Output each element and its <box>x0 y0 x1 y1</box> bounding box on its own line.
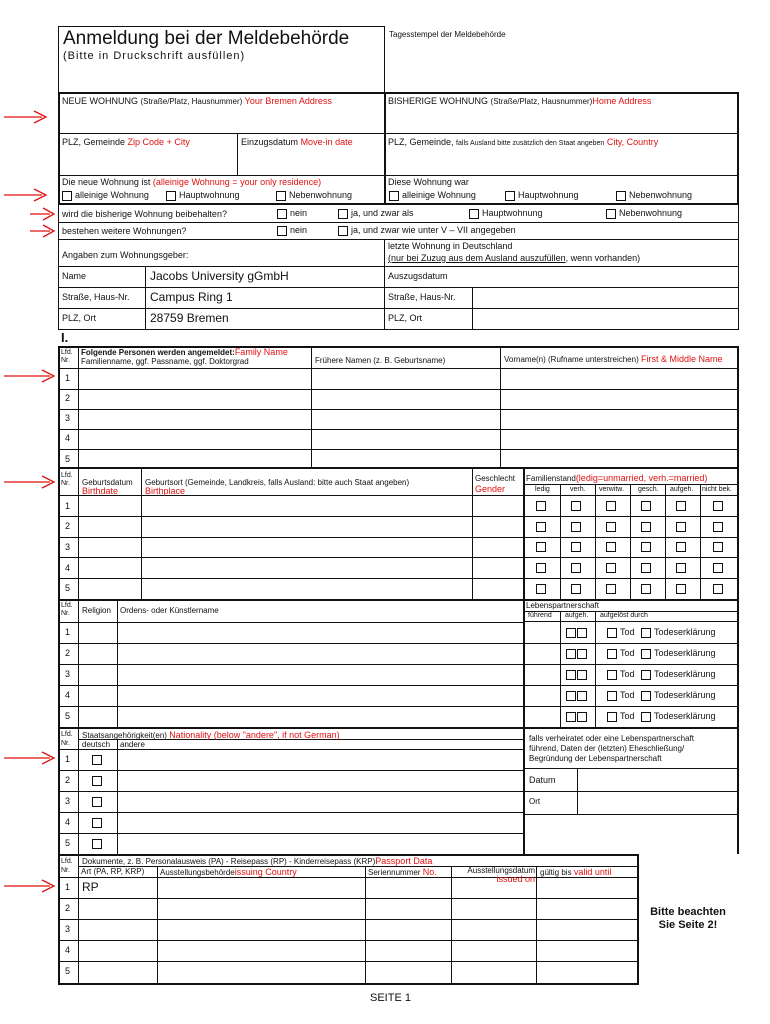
checkbox[interactable] <box>166 191 176 201</box>
marital-status-header: Familienstand(ledig=unmarried, verh.=married) <box>526 473 708 483</box>
death-declaration-checkbox[interactable] <box>641 670 651 680</box>
new-apartment-type-label: Die neue Wohnung ist (alleinige Wohnung = your only residence) <box>62 177 322 187</box>
row-number: 5 <box>65 454 71 464</box>
serial-number-header: Seriennummer No. <box>368 867 437 877</box>
marital-status-checkbox[interactable] <box>676 584 686 594</box>
row-number: 2 <box>65 521 71 531</box>
row-number: 4 <box>65 433 71 443</box>
page-title: Anmeldung bei der Meldebehörde <box>63 28 350 49</box>
option-label: Hauptwohnung <box>518 190 579 200</box>
row-number: 5 <box>65 583 71 593</box>
partnership-checkbox[interactable] <box>577 691 587 701</box>
row-number: 2 <box>65 393 71 403</box>
death-declaration-label: Todeserklärung <box>654 669 716 679</box>
arrow-icon <box>30 224 58 238</box>
apartment-box <box>58 92 739 205</box>
death-label: Tod <box>620 711 635 721</box>
marital-status-checkbox[interactable] <box>641 501 651 511</box>
german-header: deutsch <box>82 740 111 749</box>
marriage-date-label: Datum <box>529 775 556 785</box>
checkbox[interactable] <box>92 755 102 765</box>
new-plz-label: PLZ, Gemeinde Zip Code + City <box>62 137 190 147</box>
landlord-name-value: Jacobs University gGmbH <box>150 269 289 283</box>
nationality-header: Staatsangehörigkeit(en) Nationality (below "andere", if not German) <box>82 730 340 740</box>
death-checkbox[interactable] <box>607 649 617 659</box>
death-declaration-checkbox[interactable] <box>641 649 651 659</box>
doc-type-value: RP <box>82 880 99 894</box>
marital-status-checkbox[interactable] <box>641 584 651 594</box>
col-nr-header: Lfd. Nr. <box>61 349 73 364</box>
marital-status-checkbox[interactable] <box>676 522 686 532</box>
checkbox[interactable] <box>277 226 287 236</box>
marital-status-checkbox[interactable] <box>676 542 686 552</box>
death-checkbox[interactable] <box>607 712 617 722</box>
option-label: Nebenwohnung <box>289 190 353 200</box>
col-nr-header: Lfd. Nr. <box>61 858 73 874</box>
partnership-checkbox[interactable] <box>577 628 587 638</box>
ms-label: verwitw. <box>599 486 624 493</box>
checkbox[interactable] <box>389 191 399 201</box>
ms-label: nicht bek. <box>702 486 732 493</box>
marital-status-checkbox[interactable] <box>606 584 616 594</box>
page-number: SEITE 1 <box>370 992 411 1004</box>
marital-status-checkbox[interactable] <box>571 501 581 511</box>
marital-status-checkbox[interactable] <box>606 522 616 532</box>
marital-status-checkbox[interactable] <box>571 584 581 594</box>
birthplace-header: Geburtsort (Gemeinde, Landkreis, falls Ausland: bitte auch Staat angeben) Birthplace <box>145 478 410 496</box>
checkbox[interactable] <box>616 191 626 201</box>
death-declaration-label: Todeserklärung <box>654 648 716 658</box>
death-label: Tod <box>620 669 635 679</box>
question-keep-apartment: wird die bisherige Wohnung beibehalten? <box>62 209 227 219</box>
death-checkbox[interactable] <box>607 691 617 701</box>
death-label: Tod <box>620 690 635 700</box>
marital-status-checkbox[interactable] <box>641 542 651 552</box>
row-number: 5 <box>65 966 71 976</box>
ms-label: verh. <box>570 486 586 493</box>
partnership-checkbox[interactable] <box>577 649 587 659</box>
pseudonym-header: Ordens- oder Künstlername <box>120 606 219 615</box>
checkbox[interactable] <box>469 209 479 219</box>
option-label: nein <box>290 208 308 218</box>
landlord-city-label: PLZ, Ort <box>62 313 97 323</box>
death-declaration-label: Todeserklärung <box>654 711 716 721</box>
partnership-checkbox[interactable] <box>566 628 576 638</box>
death-checkbox[interactable] <box>607 670 617 680</box>
partnership-checkbox[interactable] <box>566 691 576 701</box>
lp-label: aufgeh. <box>565 612 589 619</box>
death-declaration-label: Todeserklärung <box>654 627 716 637</box>
gender-header: Geschlecht Gender <box>475 474 516 494</box>
row-number: 1 <box>65 882 71 892</box>
previous-apartment-type-label: Diese Wohnung war <box>388 177 469 187</box>
partnership-checkbox[interactable] <box>577 712 587 722</box>
arrow-icon <box>4 879 58 893</box>
landlord-label: Angaben zum Wohnungsgeber: <box>62 250 189 260</box>
lp-label: aufgelöst durch <box>600 612 648 619</box>
note-text: Bitte beachten Sie Seite 2! <box>650 906 726 931</box>
death-declaration-checkbox[interactable] <box>641 691 651 701</box>
row-number: 3 <box>65 542 71 552</box>
landlord-street-value: Campus Ring 1 <box>150 290 233 304</box>
arrow-icon <box>30 207 58 221</box>
marital-status-checkbox[interactable] <box>713 584 723 594</box>
first-name-header: Vorname(n) (Rufname unterstreichen) First & Middle Name <box>504 354 723 364</box>
checkbox[interactable] <box>505 191 515 201</box>
row-number: 3 <box>65 669 71 679</box>
birthdate-header: Geburtsdatum Birthdate <box>82 478 133 496</box>
marriage-info: falls verheiratet oder eine Lebenspartnerschaft führend, Daten der (letzten) Eheschließung/ Begründung der Lebenspartnerschaft <box>529 734 694 763</box>
marriage-place-label: Ort <box>529 797 541 806</box>
death-declaration-checkbox[interactable] <box>641 628 651 638</box>
lp-label: führend <box>528 612 552 619</box>
option-label: Nebenwohnung <box>619 208 683 218</box>
row-number: 2 <box>65 775 71 785</box>
option-label: ja, und zwar wie unter V – VII angegeben <box>351 225 516 235</box>
last-city-label: PLZ, Ort <box>388 313 423 323</box>
checkbox[interactable] <box>338 226 348 236</box>
option-label: Hauptwohnung <box>179 190 240 200</box>
family-name-header: Folgende Personen werden angemeldet:Family Name Familienname, ggf. Passname, ggf. Doktorgrad <box>81 347 288 366</box>
former-names-header: Frühere Namen (z. B. Geburtsname) <box>315 356 446 365</box>
death-declaration-label: Todeserklärung <box>654 690 716 700</box>
row-number: 1 <box>65 627 71 637</box>
row-number: 3 <box>65 796 71 806</box>
option-label: Hauptwohnung <box>482 208 543 218</box>
question-other-apartments: bestehen weitere Wohnungen? <box>62 226 187 236</box>
marital-status-checkbox[interactable] <box>536 522 546 532</box>
checkbox[interactable] <box>62 191 72 201</box>
partnership-checkbox[interactable] <box>566 712 576 722</box>
checkbox[interactable] <box>277 209 287 219</box>
col-nr-header: Lfd. Nr. <box>61 731 73 747</box>
row-number: 2 <box>65 648 71 658</box>
last-street-label: Straße, Haus-Nr. <box>388 292 456 302</box>
marital-status-checkbox[interactable] <box>676 563 686 573</box>
row-number: 4 <box>65 690 71 700</box>
checkbox[interactable] <box>276 191 286 201</box>
marital-status-checkbox[interactable] <box>641 522 651 532</box>
religion-header: Religion <box>82 606 111 615</box>
option-label: Nebenwohnung <box>629 190 693 200</box>
marital-status-checkbox[interactable] <box>713 563 723 573</box>
arrow-icon <box>4 751 58 765</box>
checkbox[interactable] <box>92 776 102 786</box>
partnership-checkbox[interactable] <box>566 670 576 680</box>
previous-apartment-label: BISHERIGE WOHNUNG (Straße/Platz, Hausnummer)Home Address <box>388 96 652 106</box>
col-nr-header: Lfd. Nr. <box>61 472 73 487</box>
option-label: alleinige Wohnung <box>75 190 149 200</box>
valid-until-header: gültig bis valid until <box>540 867 612 877</box>
previous-plz-label: PLZ, Gemeinde, falls Ausland bitte zusätzlich den Staat angeben City, Country <box>388 137 659 147</box>
row-number: 1 <box>65 373 71 383</box>
partnership-checkbox[interactable] <box>577 670 587 680</box>
other-header: andere <box>120 740 145 749</box>
last-address-label: letzte Wohnung in Deutschland <box>388 241 513 251</box>
death-label: Tod <box>620 627 635 637</box>
doc-type-header: Art (PA, RP, KRP) <box>81 867 145 876</box>
marital-status-checkbox[interactable] <box>571 522 581 532</box>
landlord-street-label: Straße, Haus-Nr. <box>62 292 130 302</box>
death-declaration-checkbox[interactable] <box>641 712 651 722</box>
marital-status-checkbox[interactable] <box>606 501 616 511</box>
new-apartment-label: NEUE WOHNUNG (Straße/Platz, Hausnummer) Your Bremen Address <box>62 96 332 106</box>
moveout-label: Auszugsdatum <box>388 271 448 281</box>
marital-status-checkbox[interactable] <box>713 522 723 532</box>
row-number: 4 <box>65 817 71 827</box>
page-subtitle: (Bitte in Druckschrift ausfüllen) <box>63 50 246 62</box>
partnership-header: Lebenspartnerschaft <box>526 601 599 610</box>
option-label: nein <box>290 225 308 235</box>
row-number: 5 <box>65 711 71 721</box>
death-checkbox[interactable] <box>607 628 617 638</box>
ms-label: ledig <box>535 486 550 493</box>
partnership-checkbox[interactable] <box>566 649 576 659</box>
marital-status-checkbox[interactable] <box>536 584 546 594</box>
col-nr-header: Lfd. Nr. <box>61 602 73 617</box>
marital-status-checkbox[interactable] <box>713 501 723 511</box>
row-number: 4 <box>65 563 71 573</box>
row-number: 3 <box>65 413 71 423</box>
marital-status-checkbox[interactable] <box>713 542 723 552</box>
marital-status-checkbox[interactable] <box>536 501 546 511</box>
marital-status-checkbox[interactable] <box>536 542 546 552</box>
ms-label: gesch. <box>638 486 659 493</box>
checkbox[interactable] <box>606 209 616 219</box>
ms-label: aufgeh. <box>670 486 694 493</box>
marital-status-checkbox[interactable] <box>571 542 581 552</box>
row-number: 2 <box>65 903 71 913</box>
checkbox[interactable] <box>92 818 102 828</box>
marital-status-checkbox[interactable] <box>606 542 616 552</box>
move-in-label: Einzugsdatum Move-in date <box>241 137 353 147</box>
last-address-sub: (nur bei Zuzug aus dem Ausland auszufüllen, wenn vorhanden) <box>388 253 641 263</box>
issue-date-header: Ausstellungsdatum issued on <box>467 866 535 884</box>
marital-status-checkbox[interactable] <box>536 563 546 573</box>
issuing-authority-header: Ausstellungsbehördeissuing Country <box>160 867 297 877</box>
checkbox[interactable] <box>92 839 102 849</box>
landlord-city-value: 28759 Bremen <box>150 311 229 325</box>
section-number: I. <box>61 330 69 345</box>
checkbox[interactable] <box>92 797 102 807</box>
row-number: 3 <box>65 924 71 934</box>
row-number: 5 <box>65 838 71 848</box>
marital-status-checkbox[interactable] <box>641 563 651 573</box>
marital-status-checkbox[interactable] <box>606 563 616 573</box>
marital-status-checkbox[interactable] <box>676 501 686 511</box>
arrow-icon <box>4 188 50 202</box>
checkbox[interactable] <box>338 209 348 219</box>
marital-status-checkbox[interactable] <box>571 563 581 573</box>
arrow-icon <box>4 369 58 383</box>
landlord-name-label: Name <box>62 271 87 281</box>
option-label: ja, und zwar als <box>351 208 414 218</box>
arrow-icon <box>4 475 58 489</box>
death-label: Tod <box>620 648 635 658</box>
row-number: 1 <box>65 501 71 511</box>
arrow-icon <box>4 110 50 124</box>
row-number: 1 <box>65 754 71 764</box>
documents-header: Dokumente, z. B. Personalausweis (PA) - Reisepass (RP) - Kinderreisepass (KRP)Passport Data <box>82 856 433 866</box>
row-number: 4 <box>65 945 71 955</box>
stamp-label: Tagesstempel der Meldebehörde <box>389 30 506 39</box>
option-label: alleinige Wohnung <box>402 190 476 200</box>
